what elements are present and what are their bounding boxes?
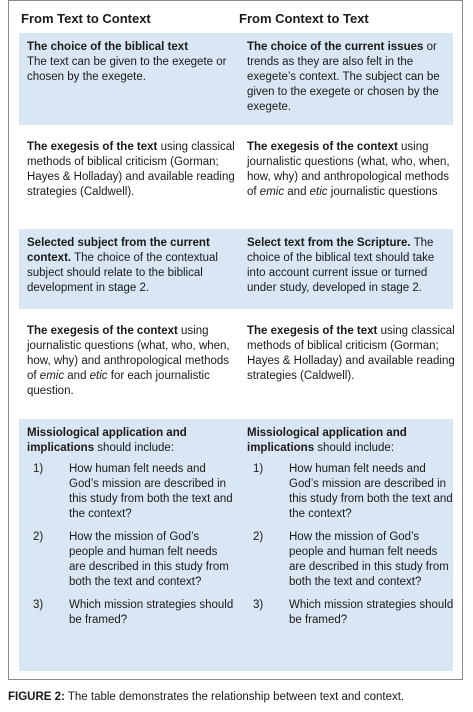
list-text: Which mission strategies should be framed? bbox=[289, 599, 454, 626]
table-frame bbox=[8, 0, 463, 680]
caption-label: FIGURE 2: bbox=[8, 691, 65, 703]
cell-emphasis: emic bbox=[259, 186, 285, 198]
cell-text: should include: bbox=[314, 442, 395, 454]
cell-emphasis: emic bbox=[39, 370, 65, 382]
list-item bbox=[247, 598, 455, 628]
column-header-right: From Context to Text bbox=[239, 11, 369, 26]
cell-heading: Select text from the Scripture. bbox=[247, 237, 411, 249]
list-item bbox=[27, 462, 235, 522]
table-row bbox=[19, 133, 453, 223]
table-row bbox=[19, 419, 453, 671]
caption-text: The table demonstrates the relationship between text and context. bbox=[64, 691, 405, 703]
column-header-left: From Text to Context bbox=[21, 11, 151, 26]
table-cell bbox=[247, 40, 455, 115]
cell-heading: The choice of the biblical text bbox=[27, 41, 189, 53]
cell-heading: Selected subject from the current context. bbox=[27, 237, 210, 264]
cell-text: and bbox=[64, 370, 90, 382]
table-cell bbox=[247, 236, 455, 296]
list-number: 3) bbox=[33, 599, 44, 611]
table-cell bbox=[247, 324, 455, 384]
table-cell bbox=[27, 140, 235, 200]
cell-heading: The exegesis of the text bbox=[247, 325, 378, 337]
cell-text: The choice of the contextual subject should relate to the biblical development in stage 2. bbox=[27, 252, 218, 294]
cell-text: The text can be given to the exegete or chosen by the exegete. bbox=[27, 56, 227, 83]
list-item bbox=[247, 462, 455, 522]
list-text: Which mission strategies should be framed? bbox=[69, 599, 234, 626]
list-text: How the mission of God’s people and human felt needs are described in this study from both the text and context? bbox=[69, 531, 229, 588]
cell-text: or trends as they are also felt in the exegete’s context. The subject can be given to the exegete or chosen by the exegete. bbox=[247, 41, 440, 113]
cell-text: using classical methods of biblical criticism (Gorman; Hayes & Holladay) and available reading strategies (Caldwell). bbox=[27, 141, 235, 198]
list-number: 2) bbox=[33, 531, 44, 543]
table-row bbox=[19, 33, 453, 125]
list-item bbox=[247, 530, 455, 590]
list-text: How the mission of God’s people and human felt needs are described in this study from both the text and context? bbox=[289, 531, 449, 588]
cell-text: for each journalistic question. bbox=[27, 370, 210, 397]
cell-heading: Missiological application and implications bbox=[247, 427, 407, 454]
table-cell bbox=[247, 140, 455, 200]
list-number: 1) bbox=[33, 463, 44, 475]
numbered-list bbox=[247, 462, 455, 628]
list-text: How human felt needs and God’s mission are described in this study from both the text and the context? bbox=[69, 463, 233, 520]
list-number: 3) bbox=[253, 599, 264, 611]
cell-heading: The exegesis of the context bbox=[247, 141, 398, 153]
table-cell bbox=[27, 236, 235, 296]
cell-text: should include: bbox=[94, 442, 175, 454]
cell-emphasis: etic bbox=[309, 186, 328, 198]
table-cell bbox=[27, 40, 235, 85]
cell-heading: The choice of the current issues bbox=[247, 41, 424, 53]
cell-heading: The exegesis of the context bbox=[27, 325, 178, 337]
figure-caption bbox=[8, 690, 404, 705]
table-row bbox=[19, 317, 453, 413]
table-cell bbox=[247, 426, 455, 636]
list-item bbox=[27, 530, 235, 590]
cell-text: using journalistic questions (what, who, when, how, why) and anthropological methods of bbox=[27, 325, 230, 382]
cell-emphasis: etic bbox=[89, 370, 108, 382]
cell-text: The choice of the biblical text should take into account current issue or turned under study, developed in stage 2. bbox=[247, 237, 435, 294]
table-cell bbox=[27, 426, 235, 636]
numbered-list bbox=[27, 462, 235, 628]
cell-text: journalistic questions bbox=[327, 186, 438, 198]
cell-text: using classical methods of biblical criticism (Gorman; Hayes & Holladay) and available reading strategies (Caldwell). bbox=[247, 325, 455, 382]
cell-heading: The exegesis of the text bbox=[27, 141, 158, 153]
cell-text: and bbox=[284, 186, 310, 198]
list-item bbox=[27, 598, 235, 628]
list-text: How human felt needs and God’s mission are described in this study from both the text and the context? bbox=[289, 463, 453, 520]
cell-text: using journalistic questions (what, who, when, how, why) and anthropological methods of bbox=[247, 141, 450, 198]
list-number: 1) bbox=[253, 463, 264, 475]
table-row bbox=[19, 229, 453, 309]
list-number: 2) bbox=[253, 531, 264, 543]
cell-heading: Missiological application and implications bbox=[27, 427, 187, 454]
table-cell bbox=[27, 324, 235, 399]
